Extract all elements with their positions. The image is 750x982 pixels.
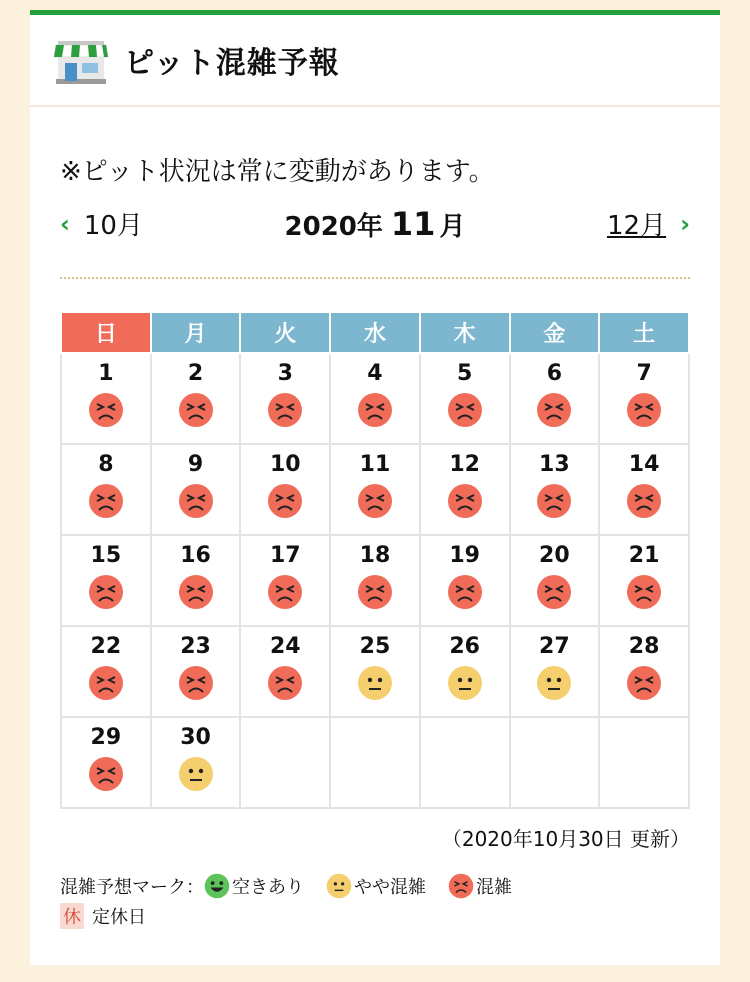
calendar-day-cell[interactable] [510,353,600,444]
distressed-face-icon [448,873,474,899]
distressed-face-icon [536,574,572,610]
distressed-face-icon [88,392,124,428]
distressed-face-icon [626,392,662,428]
day-number: 6 [546,361,563,386]
card-header [30,15,720,107]
next-month-label: 12月 [607,211,667,241]
weekday-header: 土 [599,312,689,353]
day-number: 17 [269,543,301,568]
chevron-right-icon: › [680,209,690,238]
calendar-empty-cell [420,717,510,808]
neutral-face-icon [536,665,572,701]
day-number: 10 [269,452,301,477]
calendar-day-cell[interactable] [61,535,151,626]
calendar-day-cell[interactable] [599,353,689,444]
calendar-day-cell[interactable] [151,353,241,444]
weekday-header: 日 [61,312,151,353]
calendar-day-cell[interactable] [240,626,330,717]
calendar-week-row [61,626,689,717]
calendar-day-cell[interactable] [240,535,330,626]
current-year: 2020年 [284,212,383,242]
calendar-day-cell[interactable] [599,444,689,535]
day-number: 21 [628,543,660,568]
calendar-day-cell[interactable] [61,717,151,808]
calendar-week-row [61,717,689,808]
day-number: 26 [449,634,480,659]
distressed-face-icon [536,483,572,519]
calendar-day-cell[interactable] [240,353,330,444]
distressed-face-icon [88,483,124,519]
distressed-face-icon [267,665,303,701]
legend-available [204,873,304,899]
legend-available-label: 空きあり [232,877,304,898]
weekday-header: 月 [151,312,241,353]
calendar-day-cell[interactable] [420,444,510,535]
calendar-empty-cell [240,717,330,808]
calendar-day-cell[interactable] [420,535,510,626]
page-title: ピット混雑予報 [124,46,340,81]
calendar-day-cell[interactable] [510,535,600,626]
calendar-empty-cell [330,717,420,808]
day-number: 23 [180,634,211,659]
day-number: 24 [269,634,301,659]
legend-busy-label: 混雑 [476,877,512,898]
calendar-empty-cell [599,717,689,808]
day-number: 9 [187,452,204,477]
calendar-grid [60,311,690,809]
distressed-face-icon [267,392,303,428]
distressed-face-icon [178,574,214,610]
current-month-number: 11 [390,205,436,243]
distressed-face-icon [447,483,483,519]
distressed-face-icon [178,665,214,701]
neutral-face-icon [326,873,352,899]
distressed-face-icon [626,483,662,519]
day-number: 25 [359,634,391,659]
day-number: 8 [98,452,114,477]
distressed-face-icon [357,483,393,519]
calendar-day-cell[interactable] [151,444,241,535]
distressed-face-icon [178,483,214,519]
distressed-face-icon [267,574,303,610]
weekday-header-row [61,312,689,353]
next-month-link[interactable] [607,205,690,242]
calendar-day-cell[interactable] [151,535,241,626]
day-number: 30 [180,725,211,750]
pit-forecast-card [30,10,720,965]
calendar-week-row [61,444,689,535]
distressed-face-icon [88,665,124,701]
legend-prefix: 混雑予想マーク： [60,877,204,898]
calendar-week-row [61,535,689,626]
day-number: 1 [98,361,114,386]
day-number: 14 [628,452,660,477]
calendar-day-cell[interactable] [61,626,151,717]
day-number: 4 [367,361,383,386]
weekday-header: 木 [420,312,510,353]
weekday-header: 金 [510,312,600,353]
calendar-day-cell[interactable] [330,444,420,535]
calendar-body [61,353,689,808]
calendar-day-cell[interactable] [599,535,689,626]
calendar-day-cell[interactable] [330,535,420,626]
day-number: 22 [90,634,122,659]
legend-moderate-label: やや混雑 [354,877,426,898]
calendar-day-cell[interactable] [151,717,241,808]
updated-note: （2020年10月30日 更新） [441,827,690,851]
day-number: 27 [539,634,570,659]
calendar-day-cell[interactable] [61,444,151,535]
current-month [60,205,690,243]
calendar-day-cell[interactable] [510,444,600,535]
calendar-day-cell[interactable] [510,626,600,717]
neutral-face-icon [357,665,393,701]
distressed-face-icon [88,574,124,610]
day-number: 28 [628,634,660,659]
neutral-face-icon [447,665,483,701]
month-navigation [60,205,690,245]
day-number: 19 [449,543,480,568]
divider [60,277,690,279]
day-number: 20 [539,543,570,568]
distressed-face-icon [357,392,393,428]
calendar-day-cell[interactable] [151,626,241,717]
day-number: 15 [90,543,122,568]
day-number: 12 [449,452,480,477]
day-number: 7 [636,361,652,386]
neutral-face-icon [178,756,214,792]
calendar-day-cell[interactable] [420,353,510,444]
legend-busy [448,873,512,899]
day-number: 2 [187,361,204,386]
calendar-day-cell[interactable] [330,626,420,717]
day-number: 3 [277,361,293,386]
distressed-face-icon [267,483,303,519]
weekday-header: 水 [330,312,420,353]
calendar-day-cell[interactable] [61,353,151,444]
chevron-left-icon: ‹ [60,209,70,238]
day-number: 18 [359,543,391,568]
calendar-empty-cell [510,717,600,808]
distressed-face-icon [178,392,214,428]
calendar-day-cell[interactable] [330,353,420,444]
distressed-face-icon [357,574,393,610]
closed-label: 定休日 [92,907,146,928]
legend-moderate [326,873,426,899]
distressed-face-icon [626,665,662,701]
smile-face-icon [204,873,230,899]
legend-closed [60,903,146,929]
day-number: 29 [90,725,122,750]
calendar-day-cell[interactable] [599,626,689,717]
notice-text: ※ピット状況は常に変動があります。 [60,157,495,187]
weekday-header: 火 [240,312,330,353]
day-number: 5 [457,361,473,386]
distressed-face-icon [447,574,483,610]
distressed-face-icon [536,392,572,428]
legend [60,873,534,899]
calendar-week-row [61,353,689,444]
shop-icon [52,35,110,85]
current-month-unit: 月 [439,212,466,242]
prev-month-label: 10月 [83,211,143,241]
calendar-day-cell[interactable] [420,626,510,717]
day-number: 16 [180,543,211,568]
distressed-face-icon [88,756,124,792]
distressed-face-icon [447,392,483,428]
distressed-face-icon [626,574,662,610]
closed-badge: 休 [60,903,84,929]
day-number: 11 [359,452,391,477]
calendar-day-cell[interactable] [240,444,330,535]
day-number: 13 [539,452,570,477]
